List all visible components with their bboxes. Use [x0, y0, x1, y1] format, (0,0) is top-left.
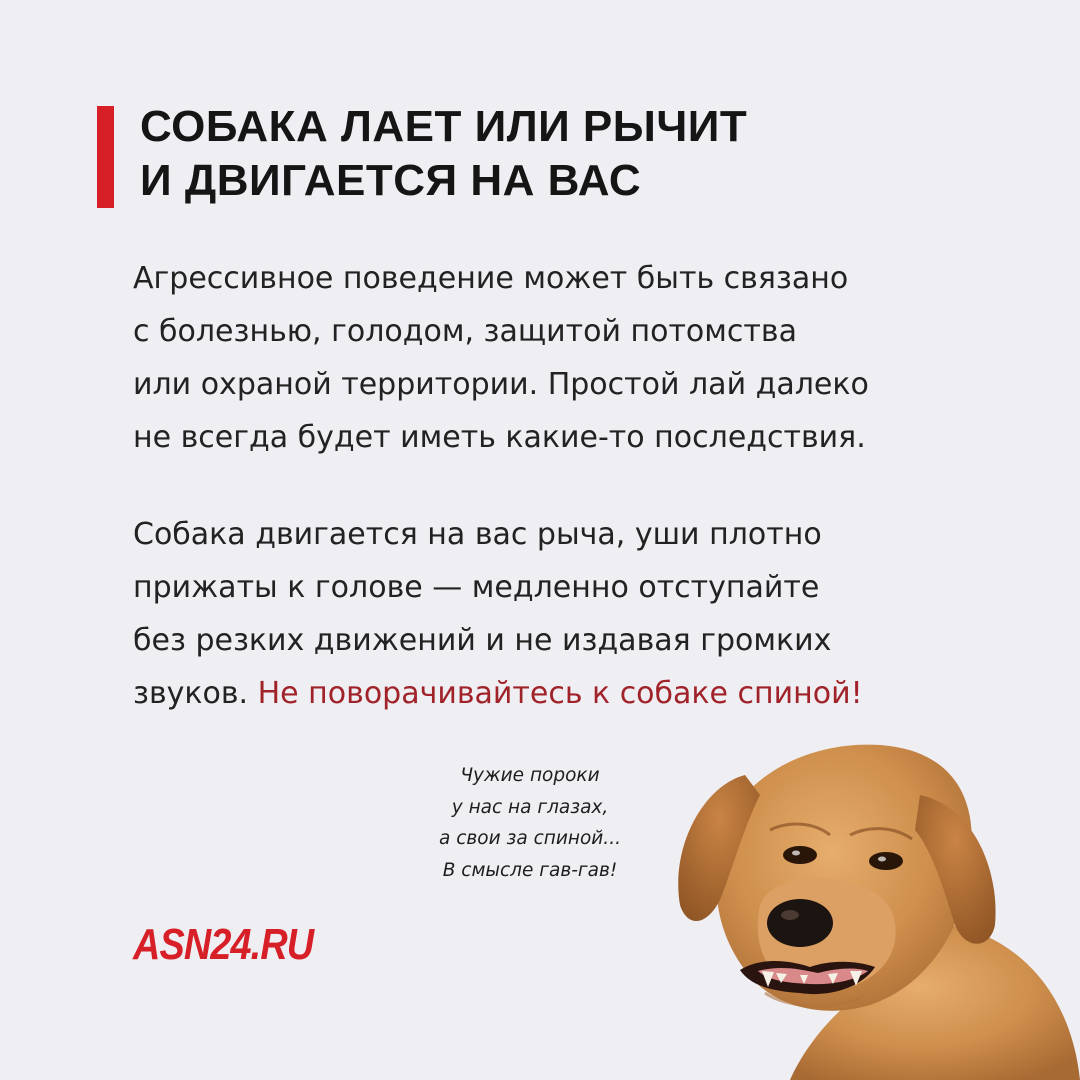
quote-line: Чужие пороки [460, 765, 600, 786]
paragraph-line: без резких движений и не издавая громких [133, 623, 832, 658]
paragraph-line: Агрессивное поведение может быть связано [133, 261, 849, 296]
paragraph-line: с болезнью, голодом, защитой потомства [133, 314, 797, 349]
paragraph-line: Собака двигается на вас рыча, уши плотно [133, 517, 822, 552]
quote-line: а свои за спиной... [439, 828, 621, 849]
paragraph-line: не всегда будет иметь какие-то последствия. [133, 420, 866, 455]
paragraph-causes [133, 252, 1033, 464]
brand-logo: ASN24.RU [133, 920, 314, 969]
paragraph-line: или охраной территории. Простой лай далеко [133, 367, 869, 402]
paragraph-line: прижаты к голове — медленно отступайте [133, 570, 820, 605]
title-line-2: И ДВИГАЕТСЯ НА ВАС [140, 156, 642, 205]
paragraph-advice [133, 508, 1033, 720]
paragraph-line-plain: звуков. [133, 676, 258, 711]
title-line-1: СОБАКА ЛАЕТ ИЛИ РЫЧИТ [140, 102, 748, 151]
quote-line: В смысле гав-гав! [442, 859, 618, 881]
title-accent-bar [97, 106, 114, 208]
dog-quote [405, 760, 655, 886]
warning-text: Не поворачивайтесь к собаке спиной! [257, 676, 863, 711]
growling-dog-icon [650, 735, 1080, 1080]
quote-line: у нас на глазах, [451, 796, 609, 818]
paragraph-last-line [133, 667, 1033, 720]
page-title [140, 100, 1020, 208]
